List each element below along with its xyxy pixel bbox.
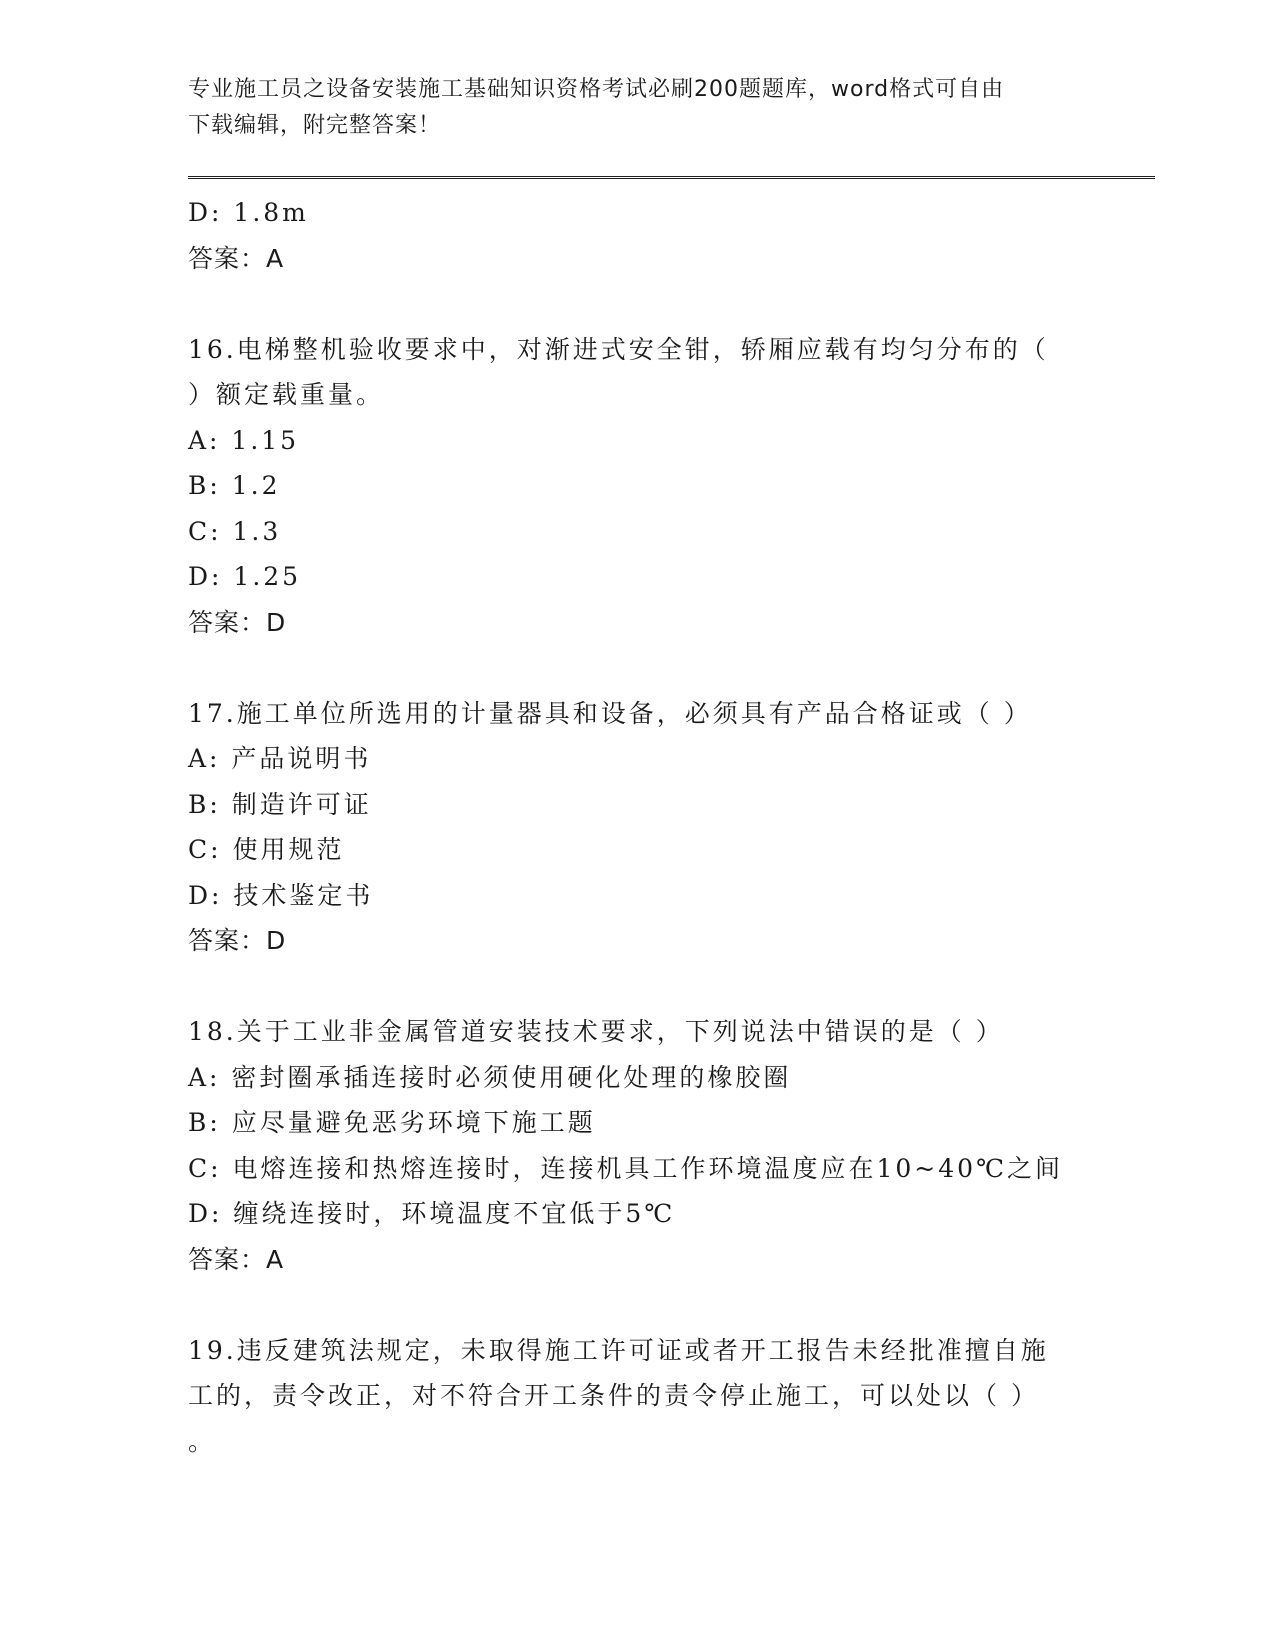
spacer xyxy=(188,1282,1088,1328)
header-divider xyxy=(188,176,1155,179)
option-c: C: 电熔连接和热熔连接时，连接机具工作环境温度应在10~40℃之间 xyxy=(188,1153,1064,1183)
question-stem: 17.施工单位所选用的计量器具和设备，必须具有产品合格证或（ ） xyxy=(188,698,1032,728)
answer-line: 答案：D xyxy=(188,607,287,637)
answer-line: 答案：D xyxy=(188,926,287,955)
question-18 xyxy=(188,1009,1088,1282)
header-title-line-2: 下载编辑，附完整答案！ xyxy=(188,113,442,138)
header-title-line-1: 专业施工员之设备安装施工基础知识资格考试必刷200题题库，word格式可自由 xyxy=(188,77,1005,102)
spacer xyxy=(188,645,1088,691)
spacer xyxy=(188,964,1088,1010)
document-header xyxy=(188,72,1088,144)
option-d: D: 1.8m xyxy=(188,198,309,227)
question-17 xyxy=(188,691,1088,964)
question-stem: 19.违反建筑法规定，未取得施工许可证或者开工报告未经批准擅自施 xyxy=(188,1335,1049,1365)
question-16 xyxy=(188,327,1088,646)
question-19 xyxy=(188,1328,1088,1465)
option-d: D: 缠绕连接时，环境温度不宜低于5℃ xyxy=(188,1199,676,1228)
option-a: A: 产品说明书 xyxy=(188,744,372,773)
option-c: C: 1.3 xyxy=(188,516,282,546)
question-stem: 工的，责令改正，对不符合开工条件的责令停止施工，可以处以（ ） xyxy=(188,1381,1039,1410)
option-a: A: 密封圈承插连接时必须使用硬化处理的橡胶圈 xyxy=(188,1062,792,1092)
option-d: D: 技术鉴定书 xyxy=(188,880,374,910)
option-d: D: 1.25 xyxy=(188,562,302,591)
question-stem: 16.电梯整机验收要求中，对渐进式安全钳，轿厢应载有均匀分布的（ xyxy=(188,334,1049,364)
spacer xyxy=(188,281,1088,327)
question-stem: 。 xyxy=(188,1426,217,1456)
question-stem: 18.关于工业非金属管道安装技术要求，下列说法中错误的是（ ） xyxy=(188,1017,1004,1046)
option-c: C: 使用规范 xyxy=(188,835,345,864)
option-b: B: 制造许可证 xyxy=(188,789,372,819)
question-stem: ）额定载重量。 xyxy=(188,380,385,409)
option-a: A: 1.15 xyxy=(188,425,300,455)
option-b: B: 应尽量避免恶劣环境下施工题 xyxy=(188,1108,596,1137)
answer-line: 答案：A xyxy=(188,1244,285,1274)
option-b: B: 1.2 xyxy=(188,471,281,500)
question-content xyxy=(188,190,1088,1464)
answer-line: 答案：A xyxy=(188,243,285,273)
